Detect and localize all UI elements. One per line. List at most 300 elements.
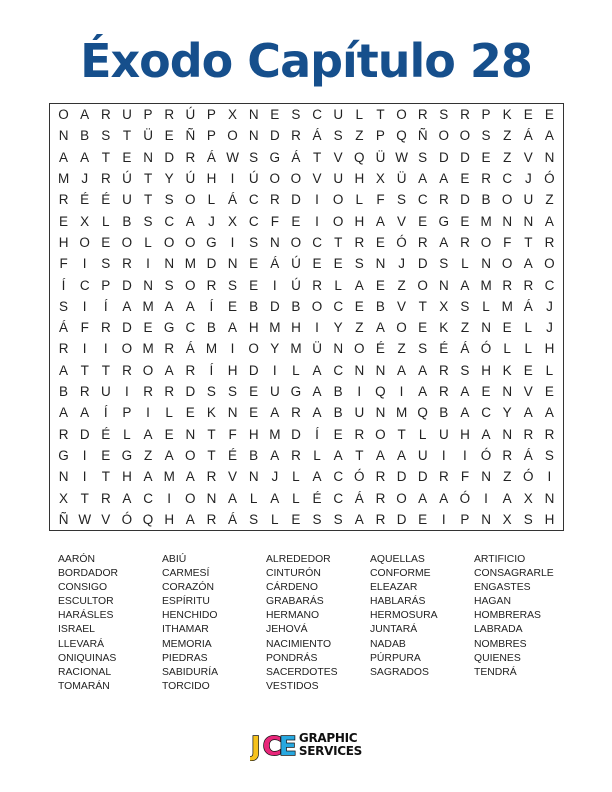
grid-cell[interactable]: O: [79, 234, 90, 250]
grid-cell[interactable]: R: [100, 171, 111, 187]
grid-cell[interactable]: J: [398, 256, 405, 272]
grid-cell[interactable]: D: [291, 426, 301, 442]
grid-cell[interactable]: Í: [103, 298, 108, 314]
grid-cell[interactable]: D: [79, 426, 90, 442]
grid-cell[interactable]: Ñ: [417, 128, 428, 144]
grid-cell[interactable]: L: [271, 511, 279, 527]
grid-cell[interactable]: R: [291, 447, 301, 463]
grid-cell[interactable]: C: [185, 320, 196, 336]
grid-cell[interactable]: K: [502, 362, 512, 378]
grid-cell[interactable]: Ñ: [58, 511, 69, 527]
grid-cell[interactable]: H: [227, 362, 238, 378]
grid-cell[interactable]: C: [248, 192, 259, 208]
grid-cell[interactable]: I: [441, 447, 446, 463]
grid-cell[interactable]: R: [291, 128, 301, 144]
grid-cell[interactable]: V: [312, 171, 322, 187]
grid-cell[interactable]: Á: [291, 149, 301, 165]
grid-cell[interactable]: G: [206, 234, 217, 250]
grid-cell[interactable]: L: [355, 192, 364, 208]
grid-cell[interactable]: L: [503, 341, 511, 357]
grid-cell[interactable]: Ü: [312, 341, 322, 357]
grid-cell[interactable]: U: [417, 447, 428, 463]
grid-cell[interactable]: N: [248, 128, 259, 144]
grid-cell[interactable]: U: [333, 107, 344, 123]
grid-cell[interactable]: R: [523, 277, 534, 293]
grid-cell[interactable]: O: [396, 107, 407, 123]
grid-cell[interactable]: U: [269, 384, 280, 400]
grid-cell[interactable]: Í: [103, 405, 108, 421]
grid-cell[interactable]: S: [544, 447, 554, 463]
grid-cell[interactable]: D: [206, 256, 217, 272]
grid-cell[interactable]: L: [249, 490, 258, 506]
grid-cell[interactable]: A: [481, 426, 491, 442]
grid-cell[interactable]: V: [523, 384, 533, 400]
grid-cell[interactable]: G: [269, 149, 281, 165]
grid-cell[interactable]: I: [315, 320, 319, 336]
grid-cell[interactable]: I: [82, 341, 87, 357]
grid-cell[interactable]: R: [438, 384, 449, 400]
grid-cell[interactable]: A: [375, 320, 385, 336]
grid-cell[interactable]: T: [122, 128, 132, 144]
grid-cell[interactable]: S: [164, 192, 174, 208]
grid-cell[interactable]: S: [460, 362, 470, 378]
grid-cell[interactable]: O: [332, 213, 344, 229]
grid-cell[interactable]: N: [481, 511, 491, 527]
grid-cell[interactable]: T: [143, 192, 153, 208]
grid-cell[interactable]: Ó: [121, 511, 133, 527]
grid-cell[interactable]: C: [417, 192, 428, 208]
grid-cell[interactable]: O: [417, 277, 428, 293]
grid-cell[interactable]: W: [78, 511, 92, 527]
grid-cell[interactable]: R: [185, 149, 196, 165]
grid-cell[interactable]: S: [312, 511, 322, 527]
grid-cell[interactable]: A: [354, 277, 364, 293]
grid-cell[interactable]: A: [59, 149, 69, 165]
grid-cell[interactable]: M: [290, 341, 302, 357]
grid-cell[interactable]: E: [291, 511, 301, 527]
grid-cell[interactable]: D: [291, 192, 301, 208]
grid-cell[interactable]: U: [354, 405, 365, 421]
grid-cell[interactable]: S: [228, 277, 238, 293]
grid-cell[interactable]: F: [503, 234, 512, 250]
grid-cell[interactable]: E: [101, 234, 111, 250]
grid-cell[interactable]: R: [143, 384, 153, 400]
grid-cell[interactable]: Ú: [122, 171, 132, 187]
grid-cell[interactable]: D: [417, 256, 428, 272]
grid-cell[interactable]: M: [269, 320, 281, 336]
grid-cell[interactable]: C: [333, 298, 344, 314]
grid-cell[interactable]: P: [206, 107, 216, 123]
grid-cell[interactable]: T: [80, 490, 89, 506]
grid-cell[interactable]: A: [228, 320, 238, 336]
grid-cell[interactable]: Í: [209, 298, 214, 314]
grid-cell[interactable]: K: [206, 405, 216, 421]
grid-cell[interactable]: Ú: [185, 171, 196, 187]
grid-cell[interactable]: O: [121, 341, 133, 357]
grid-cell[interactable]: N: [375, 256, 386, 272]
grid-cell[interactable]: E: [164, 128, 174, 144]
grid-cell[interactable]: H: [248, 426, 259, 442]
grid-cell[interactable]: P: [206, 128, 216, 144]
grid-cell[interactable]: Ó: [354, 469, 365, 485]
grid-cell[interactable]: N: [58, 469, 69, 485]
grid-cell[interactable]: O: [332, 192, 344, 208]
grid-cell[interactable]: B: [206, 320, 216, 336]
grid-cell[interactable]: V: [228, 469, 238, 485]
grid-cell[interactable]: U: [122, 192, 132, 208]
grid-cell[interactable]: L: [524, 320, 533, 336]
grid-cell[interactable]: Z: [503, 128, 512, 144]
grid-cell[interactable]: V: [523, 149, 533, 165]
grid-cell[interactable]: Á: [270, 256, 280, 272]
grid-cell[interactable]: O: [354, 341, 365, 357]
grid-cell[interactable]: I: [167, 490, 172, 506]
grid-cell[interactable]: T: [207, 447, 216, 463]
grid-cell[interactable]: D: [122, 320, 132, 336]
grid-cell[interactable]: R: [502, 447, 513, 463]
grid-cell[interactable]: B: [333, 405, 343, 421]
grid-cell[interactable]: R: [438, 192, 449, 208]
grid-cell[interactable]: N: [481, 320, 491, 336]
grid-cell[interactable]: H: [460, 426, 470, 442]
grid-cell[interactable]: S: [481, 128, 491, 144]
grid-cell[interactable]: R: [544, 234, 555, 250]
grid-cell[interactable]: R: [354, 234, 365, 250]
grid-cell[interactable]: B: [249, 447, 259, 463]
grid-cell[interactable]: E: [502, 320, 512, 336]
grid-cell[interactable]: I: [82, 298, 87, 314]
grid-cell[interactable]: A: [523, 405, 533, 421]
grid-cell[interactable]: A: [460, 405, 470, 421]
grid-cell[interactable]: A: [270, 447, 280, 463]
grid-cell[interactable]: C: [481, 405, 491, 421]
grid-cell[interactable]: E: [249, 405, 259, 421]
grid-cell[interactable]: Z: [503, 149, 512, 165]
grid-cell[interactable]: I: [272, 277, 277, 293]
grid-cell[interactable]: N: [143, 277, 153, 293]
grid-cell[interactable]: R: [502, 277, 513, 293]
grid-cell[interactable]: A: [80, 107, 90, 123]
grid-cell[interactable]: O: [58, 107, 69, 123]
grid-cell[interactable]: X: [59, 490, 69, 506]
grid-cell[interactable]: R: [206, 511, 217, 527]
grid-cell[interactable]: D: [122, 277, 132, 293]
grid-cell[interactable]: I: [357, 384, 362, 400]
grid-cell[interactable]: E: [59, 213, 69, 229]
grid-cell[interactable]: X: [439, 298, 449, 314]
grid-cell[interactable]: L: [292, 362, 300, 378]
grid-cell[interactable]: C: [333, 362, 344, 378]
grid-cell[interactable]: Ú: [291, 256, 301, 272]
grid-cell[interactable]: L: [102, 213, 110, 229]
grid-cell[interactable]: F: [228, 426, 237, 442]
grid-cell[interactable]: M: [184, 256, 196, 272]
grid-cell[interactable]: E: [523, 362, 533, 378]
grid-cell[interactable]: M: [480, 213, 492, 229]
grid-cell[interactable]: L: [292, 490, 300, 506]
grid-cell[interactable]: N: [206, 490, 217, 506]
grid-cell[interactable]: B: [80, 128, 90, 144]
grid-cell[interactable]: A: [418, 490, 428, 506]
grid-cell[interactable]: A: [439, 171, 449, 187]
grid-cell[interactable]: N: [438, 277, 449, 293]
grid-cell[interactable]: H: [354, 213, 365, 229]
grid-cell[interactable]: I: [103, 341, 108, 357]
grid-cell[interactable]: I: [315, 192, 319, 208]
grid-cell[interactable]: E: [418, 511, 428, 527]
grid-cell[interactable]: O: [438, 128, 450, 144]
grid-cell[interactable]: Z: [397, 341, 406, 357]
grid-cell[interactable]: G: [163, 320, 175, 336]
grid-cell[interactable]: B: [481, 192, 491, 208]
grid-cell[interactable]: P: [143, 107, 153, 123]
grid-cell[interactable]: R: [206, 469, 217, 485]
grid-cell[interactable]: K: [502, 107, 512, 123]
grid-cell[interactable]: P: [375, 128, 385, 144]
grid-cell[interactable]: U: [122, 107, 132, 123]
grid-cell[interactable]: G: [290, 384, 302, 400]
grid-cell[interactable]: S: [291, 107, 301, 123]
grid-cell[interactable]: Ú: [291, 277, 301, 293]
grid-cell[interactable]: Ü: [396, 171, 407, 187]
grid-cell[interactable]: S: [59, 298, 69, 314]
grid-cell[interactable]: Á: [228, 511, 238, 527]
grid-cell[interactable]: E: [354, 298, 364, 314]
grid-cell[interactable]: D: [460, 149, 470, 165]
grid-cell[interactable]: U: [523, 192, 534, 208]
grid-cell[interactable]: N: [227, 405, 238, 421]
grid-cell[interactable]: Á: [312, 128, 322, 144]
grid-cell[interactable]: Z: [503, 469, 512, 485]
grid-cell[interactable]: R: [438, 362, 449, 378]
grid-cell[interactable]: H: [291, 320, 301, 336]
grid-cell[interactable]: R: [375, 490, 386, 506]
grid-cell[interactable]: A: [397, 362, 407, 378]
grid-cell[interactable]: L: [355, 107, 364, 123]
grid-cell[interactable]: O: [163, 234, 175, 250]
grid-cell[interactable]: E: [481, 149, 491, 165]
grid-cell[interactable]: D: [248, 362, 259, 378]
grid-cell[interactable]: I: [399, 384, 404, 400]
grid-cell[interactable]: T: [143, 171, 153, 187]
grid-cell[interactable]: G: [58, 447, 69, 463]
grid-cell[interactable]: I: [484, 490, 488, 506]
grid-cell[interactable]: H: [164, 511, 175, 527]
grid-cell[interactable]: R: [354, 426, 365, 442]
grid-cell[interactable]: E: [481, 384, 491, 400]
grid-cell[interactable]: E: [249, 384, 259, 400]
grid-cell[interactable]: A: [418, 171, 428, 187]
grid-cell[interactable]: C: [333, 469, 344, 485]
grid-cell[interactable]: E: [249, 256, 259, 272]
grid-cell[interactable]: F: [376, 192, 385, 208]
grid-cell[interactable]: E: [375, 234, 385, 250]
grid-cell[interactable]: T: [101, 362, 110, 378]
grid-cell[interactable]: J: [271, 469, 279, 485]
grid-cell[interactable]: T: [397, 426, 406, 442]
grid-cell[interactable]: T: [312, 149, 322, 165]
grid-cell[interactable]: J: [524, 171, 532, 187]
grid-cell[interactable]: Í: [61, 277, 66, 293]
grid-cell[interactable]: L: [165, 405, 173, 421]
grid-cell[interactable]: I: [146, 405, 150, 421]
grid-cell[interactable]: R: [375, 469, 386, 485]
grid-cell[interactable]: Y: [270, 341, 280, 357]
grid-cell[interactable]: D: [438, 149, 449, 165]
grid-cell[interactable]: S: [101, 128, 111, 144]
grid-cell[interactable]: Z: [397, 277, 406, 293]
grid-cell[interactable]: R: [164, 341, 175, 357]
grid-cell[interactable]: O: [185, 447, 196, 463]
grid-cell[interactable]: L: [418, 426, 427, 442]
grid-cell[interactable]: Á: [523, 128, 533, 144]
grid-cell[interactable]: V: [397, 213, 407, 229]
grid-cell[interactable]: Á: [523, 447, 533, 463]
grid-cell[interactable]: O: [185, 234, 196, 250]
grid-cell[interactable]: H: [544, 341, 555, 357]
grid-cell[interactable]: É: [101, 192, 111, 208]
grid-cell[interactable]: X: [375, 171, 385, 187]
grid-cell[interactable]: A: [185, 213, 195, 229]
grid-cell[interactable]: T: [355, 447, 364, 463]
grid-cell[interactable]: A: [59, 362, 69, 378]
grid-cell[interactable]: R: [438, 469, 449, 485]
grid-cell[interactable]: I: [82, 256, 87, 272]
grid-cell[interactable]: J: [546, 298, 553, 314]
grid-cell[interactable]: Í: [315, 426, 319, 442]
grid-cell[interactable]: E: [249, 277, 259, 293]
grid-cell[interactable]: M: [142, 298, 154, 314]
grid-cell[interactable]: D: [164, 149, 175, 165]
grid-cell[interactable]: D: [185, 384, 196, 400]
grid-cell[interactable]: A: [418, 384, 428, 400]
grid-cell[interactable]: V: [101, 511, 111, 527]
grid-cell[interactable]: I: [82, 447, 87, 463]
grid-cell[interactable]: E: [270, 107, 280, 123]
grid-cell[interactable]: O: [480, 234, 492, 250]
grid-cell[interactable]: H: [206, 171, 217, 187]
grid-cell[interactable]: A: [185, 298, 195, 314]
grid-cell[interactable]: K: [439, 320, 449, 336]
grid-cell[interactable]: C: [164, 213, 175, 229]
grid-cell[interactable]: B: [249, 298, 259, 314]
grid-cell[interactable]: I: [230, 234, 235, 250]
grid-cell[interactable]: A: [439, 234, 449, 250]
grid-cell[interactable]: R: [481, 171, 491, 187]
grid-cell[interactable]: M: [395, 405, 408, 421]
grid-cell[interactable]: O: [396, 490, 407, 506]
grid-cell[interactable]: S: [143, 213, 153, 229]
grid-cell[interactable]: N: [185, 426, 196, 442]
grid-cell[interactable]: J: [546, 320, 553, 336]
grid-cell[interactable]: E: [164, 426, 174, 442]
grid-cell[interactable]: S: [333, 511, 343, 527]
grid-cell[interactable]: Y: [164, 171, 174, 187]
grid-cell[interactable]: O: [501, 256, 513, 272]
grid-cell[interactable]: Q: [375, 384, 386, 400]
grid-cell[interactable]: B: [291, 298, 301, 314]
grid-cell[interactable]: A: [270, 405, 280, 421]
grid-cell[interactable]: S: [249, 234, 259, 250]
grid-cell[interactable]: E: [185, 405, 195, 421]
grid-cell[interactable]: A: [312, 405, 322, 421]
grid-cell[interactable]: O: [290, 171, 302, 187]
grid-cell[interactable]: S: [418, 149, 428, 165]
grid-cell[interactable]: N: [481, 469, 491, 485]
grid-cell[interactable]: Ó: [480, 447, 492, 463]
grid-cell[interactable]: B: [375, 298, 385, 314]
grid-cell[interactable]: A: [80, 405, 90, 421]
grid-cell[interactable]: I: [230, 341, 235, 357]
grid-cell[interactable]: R: [417, 234, 428, 250]
grid-cell[interactable]: C: [502, 171, 513, 187]
grid-cell[interactable]: N: [248, 469, 259, 485]
grid-cell[interactable]: A: [270, 490, 280, 506]
grid-cell[interactable]: A: [397, 447, 407, 463]
grid-cell[interactable]: D: [269, 298, 280, 314]
grid-cell[interactable]: O: [501, 192, 513, 208]
grid-cell[interactable]: Á: [460, 341, 470, 357]
grid-cell[interactable]: Z: [545, 192, 554, 208]
grid-cell[interactable]: C: [312, 234, 322, 250]
grid-cell[interactable]: A: [544, 213, 554, 229]
grid-cell[interactable]: N: [523, 213, 534, 229]
grid-cell[interactable]: X: [80, 213, 90, 229]
grid-cell[interactable]: S: [439, 256, 449, 272]
grid-cell[interactable]: Ó: [396, 234, 407, 250]
grid-cell[interactable]: I: [463, 447, 467, 463]
grid-cell[interactable]: B: [439, 405, 449, 421]
grid-cell[interactable]: E: [460, 213, 470, 229]
grid-cell[interactable]: L: [313, 447, 321, 463]
grid-cell[interactable]: Z: [143, 447, 153, 463]
grid-cell[interactable]: Á: [59, 320, 69, 336]
grid-cell[interactable]: L: [524, 341, 533, 357]
grid-cell[interactable]: É: [312, 490, 322, 506]
grid-cell[interactable]: X: [228, 213, 238, 229]
grid-cell[interactable]: L: [292, 469, 300, 485]
grid-cell[interactable]: C: [143, 490, 153, 506]
grid-cell[interactable]: T: [418, 298, 427, 314]
grid-cell[interactable]: N: [502, 213, 513, 229]
grid-cell[interactable]: N: [333, 341, 344, 357]
grid-cell[interactable]: N: [164, 256, 175, 272]
grid-cell[interactable]: M: [480, 277, 492, 293]
grid-cell[interactable]: R: [100, 107, 111, 123]
grid-cell[interactable]: D: [269, 128, 280, 144]
grid-cell[interactable]: A: [164, 362, 174, 378]
grid-cell[interactable]: H: [544, 511, 555, 527]
grid-cell[interactable]: R: [79, 384, 90, 400]
grid-cell[interactable]: T: [101, 469, 110, 485]
grid-cell[interactable]: H: [58, 234, 69, 250]
grid-cell[interactable]: R: [58, 426, 69, 442]
grid-cell[interactable]: Ñ: [185, 128, 196, 144]
grid-cell[interactable]: G: [438, 213, 450, 229]
grid-cell[interactable]: R: [544, 426, 555, 442]
grid-cell[interactable]: R: [312, 277, 322, 293]
grid-cell[interactable]: J: [81, 171, 89, 187]
grid-cell[interactable]: O: [142, 362, 154, 378]
grid-cell[interactable]: Ú: [185, 107, 196, 123]
grid-cell[interactable]: N: [375, 362, 386, 378]
grid-cell[interactable]: O: [269, 171, 281, 187]
grid-cell[interactable]: C: [248, 213, 259, 229]
grid-cell[interactable]: Ó: [459, 490, 471, 506]
grid-cell[interactable]: R: [417, 107, 428, 123]
grid-cell[interactable]: S: [397, 192, 407, 208]
grid-cell[interactable]: É: [375, 341, 385, 357]
